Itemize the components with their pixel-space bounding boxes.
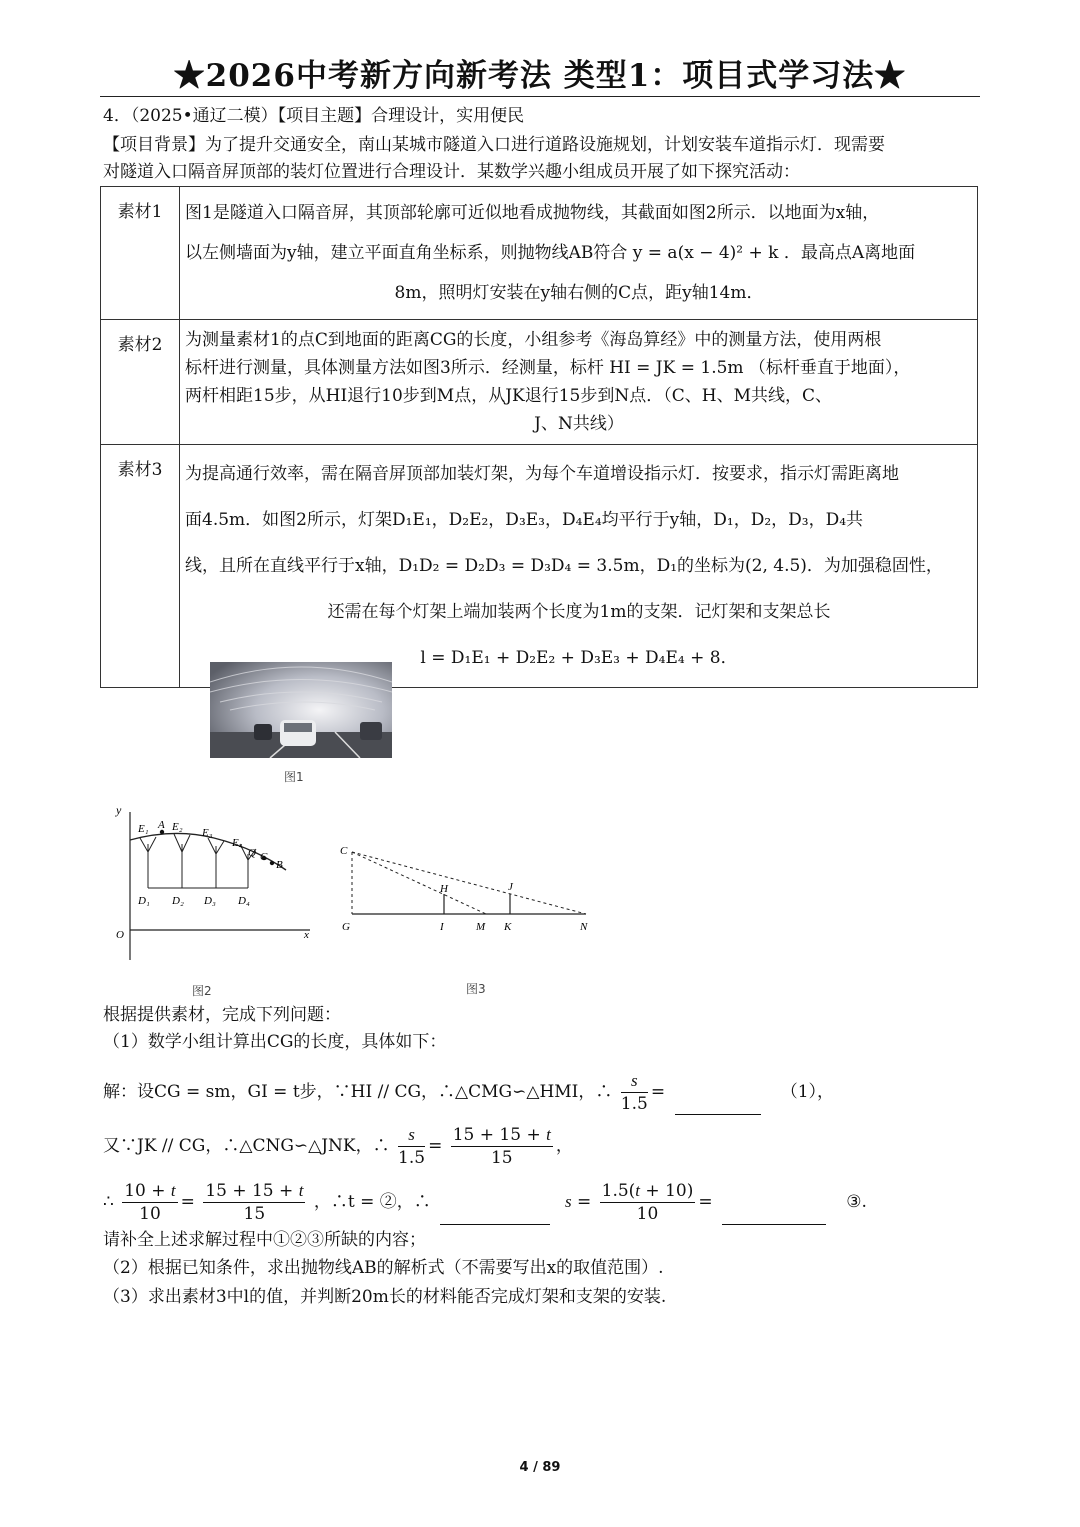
figure3-diagram xyxy=(336,836,596,940)
materials-table xyxy=(100,186,978,688)
figure3-label: I xyxy=(440,921,444,933)
figure2-label: E₂ xyxy=(172,821,183,833)
solution-line-3: ∴ $\frac{10 + t}{10}$ = $\frac{15 + 15 + t}{15}$ ，∴t = ②，∴ s = $\frac{1.5(t + 10)}{10}$ = ③. xyxy=(103,1181,867,1224)
solution-line-2: 又∵JK // CG，∴△CNG∽△JNK，∴ $\frac{s}{1.5}$ = $\frac{15 + 15 + t}{15}$ ， xyxy=(103,1125,573,1168)
material-text: 为测量素材1的点C到地面的距离CG的长度，小组参考《海岛算经》中的测量方法，使用两根 xyxy=(185,330,882,350)
solution-line-1: 解：设CG = sm，GI = t步，∵HI // CG，∴△CMG∽△HMI，∴ $\frac{s}{1.5}$ = （1）， xyxy=(103,1071,835,1114)
figure2-label: A xyxy=(158,819,165,831)
fill-prompt: 请补全上述求解过程中①②③所缺的内容； xyxy=(103,1230,426,1250)
figure2-label: C xyxy=(260,851,268,863)
solution-text: ③. xyxy=(846,1192,867,1212)
material-text: 面4.5m．如图2所示，灯架D₁E₁，D₂E₂，D₃E₃，D₄E₄均平行于y轴，D₁，D₂，D₃，D₄共 xyxy=(185,510,864,530)
material-label: 素材1 xyxy=(101,187,180,320)
question-3: （3）求出素材3中l的值，并判断20m长的材料能否完成灯架和支架的安装. xyxy=(103,1287,667,1307)
figure3-label: J xyxy=(508,881,513,893)
material-row xyxy=(101,187,978,320)
solution-text: （1）， xyxy=(780,1082,835,1102)
figure2-label: O xyxy=(116,929,124,941)
figure2-label: D₁ xyxy=(138,895,150,907)
figure2-diagram xyxy=(104,800,320,972)
figure2-caption: 图2 xyxy=(192,984,212,998)
material-text: 还需在每个灯架上端加装两个长度为1m的支架．记灯架和支架总长 xyxy=(327,602,831,622)
fraction: $\frac{1.5(t + 10)}{10}$ xyxy=(601,1181,694,1224)
figure2-label: D₃ xyxy=(204,895,216,907)
material-label: 素材2 xyxy=(101,320,180,445)
solution-text: ∴ xyxy=(103,1192,114,1212)
page-number: 4 / 89 xyxy=(519,1460,561,1475)
figure3-label: N xyxy=(580,921,588,933)
question-2: （2）根据已知条件，求出抛物线AB的解析式（不需要写出x的取值范围）. xyxy=(103,1258,664,1278)
material-text: 线，且所在直线平行于x轴，D₁D₂ = D₂D₃ = D₃D₄ = 3.5m，D₁的坐标为(2, 4.5)．为加强稳固性， xyxy=(185,556,943,576)
figure3-label: M xyxy=(476,921,486,933)
figure3-label: G xyxy=(342,921,350,933)
material-text: 8m，照明灯安装在y轴右侧的C点，距y轴14m． xyxy=(394,283,764,303)
figure3-label: C xyxy=(340,845,348,857)
page-title: ★2026中考新方向新考法 类型1：项目式学习法★ xyxy=(173,58,907,94)
figure3-caption: 图3 xyxy=(466,982,486,996)
answer-blank-3[interactable] xyxy=(722,1196,826,1225)
material-label: 素材3 xyxy=(101,445,180,688)
fraction: $\frac{s}{1.5}$ xyxy=(398,1125,426,1168)
figure2-label: D₄ xyxy=(238,895,250,907)
fraction: $\frac{10 + t}{10}$ xyxy=(124,1181,176,1224)
figure2-label: E₄ xyxy=(232,837,243,849)
material-text: 图1是隧道入口隔音屏，其顶部轮廓可近似地看成抛物线，其截面如图2所示．以地面为x轴， xyxy=(185,203,880,223)
solution-text: 解：设CG = sm，GI = t步，∵HI // CG，∴△CMG∽△HMI，∴ xyxy=(103,1082,613,1102)
figure2-label: Q xyxy=(248,847,256,859)
answer-blank-2[interactable] xyxy=(440,1196,550,1225)
header-divider xyxy=(100,96,980,97)
problem-source: 4．（2025•通辽二模）【项目主题】合理设计，实用便民 xyxy=(103,106,525,126)
solution-text: ，∴t = ②，∴ xyxy=(313,1192,431,1212)
solution-text: 又∵JK // CG，∴△CNG∽△JNK，∴ xyxy=(103,1136,390,1156)
tunnel-photo xyxy=(210,662,392,758)
fraction: $\frac{15 + 15 + t}{15}$ xyxy=(205,1181,304,1224)
figure2-label: E₁ xyxy=(138,823,149,835)
figure2-label: x xyxy=(304,929,309,941)
figure2-label: B xyxy=(276,859,283,871)
figure3-label: K xyxy=(504,921,512,933)
material-text: 标杆进行测量，具体测量方法如图3所示．经测量，标杆 HI = JK = 1.5m （标杆垂直于地面）， xyxy=(185,358,911,378)
project-background-2: 对隧道入口隔音屏顶部的装灯位置进行合理设计．某数学兴趣小组成员开展了如下探究活动： xyxy=(103,162,800,182)
figure3-label: H xyxy=(440,883,448,895)
fraction: $\frac{15 + 15 + t}{15}$ xyxy=(452,1125,551,1168)
fraction: $\frac{s}{1.5}$ xyxy=(620,1071,648,1114)
answer-blank-1[interactable] xyxy=(675,1086,761,1115)
material-text: 以左侧墙面为y轴，建立平面直角坐标系，则抛物线AB符合 y = a(x − 4)² + k ．最高点A离地面 xyxy=(185,243,916,263)
figure1-caption: 图1 xyxy=(284,770,304,784)
material-row xyxy=(101,320,978,445)
questions-intro: 根据提供素材，完成下列问题： xyxy=(103,1005,341,1025)
material-text: 两杆相距15步，从HI退行10步到M点，从JK退行15步到N点．（C、H、M共线，C、 xyxy=(185,386,832,406)
figure2-label: y xyxy=(116,803,122,817)
material-row xyxy=(101,445,978,688)
question-1-title: （1）数学小组计算出CG的长度，具体如下： xyxy=(103,1032,447,1052)
material-text: 为提高通行效率，需在隔音屏顶部加装灯架，为每个车道增设指示灯．按要求，指示灯需距离地 xyxy=(185,464,899,484)
figure2-label: E₃ xyxy=(202,827,213,839)
figure2-label: D₂ xyxy=(172,895,184,907)
material-text: l = D₁E₁ + D₂E₂ + D₃E₃ + D₄E₄ + 8． xyxy=(420,648,738,668)
material-text: J、N共线） xyxy=(534,414,624,434)
project-background-1: 【项目背景】为了提升交通安全，南山某城市隧道入口进行道路设施规划，计划安装车道指示灯．现需要 xyxy=(103,135,885,155)
